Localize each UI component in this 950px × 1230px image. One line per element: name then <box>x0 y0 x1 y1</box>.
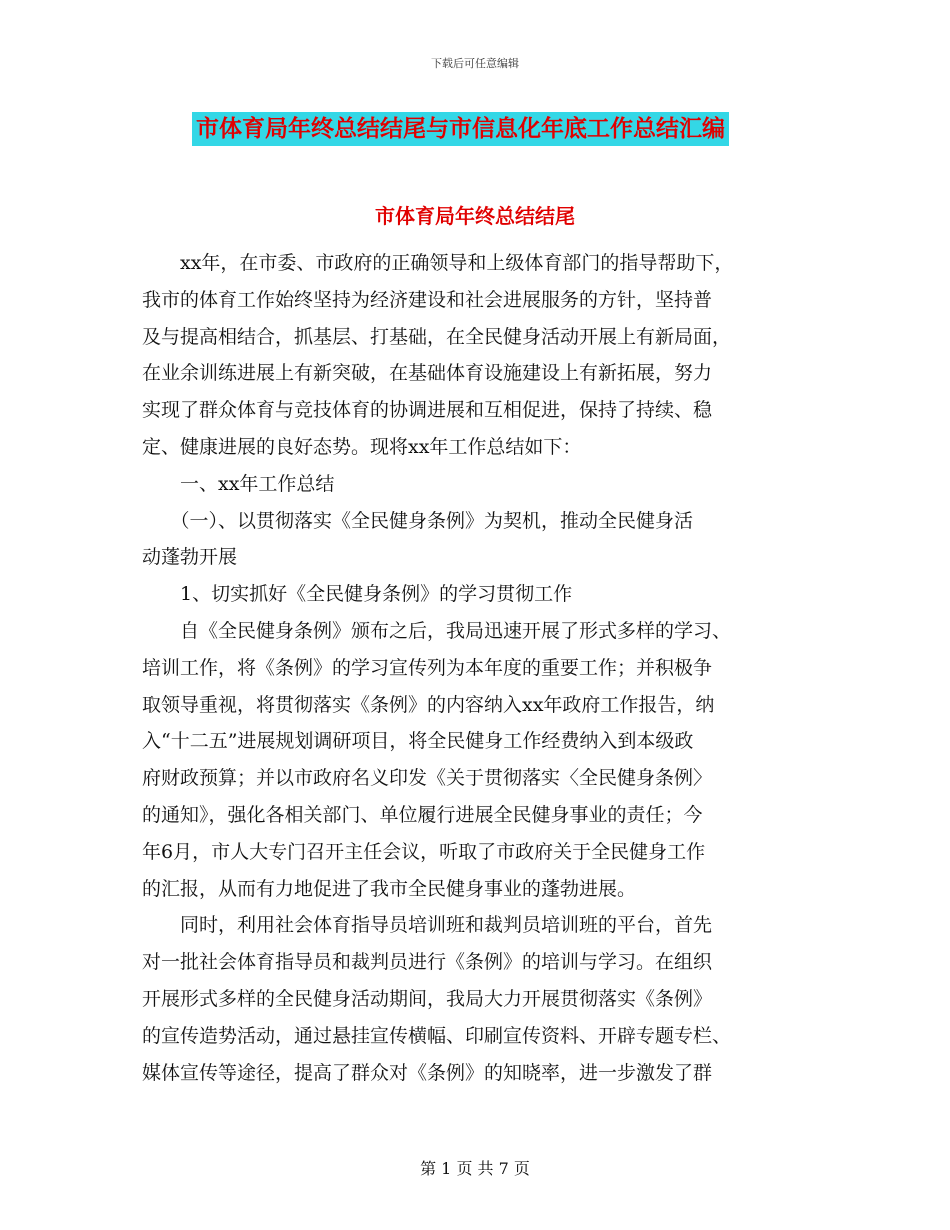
paragraph-line: 的通知》，强化各相关部门、单位履行进展全民健身事业的责任；今 <box>142 803 703 826</box>
paragraph-line: 的宣传造势活动，通过悬挂宣传横幅、印刷宣传资料、开辟专题专栏、 <box>142 1024 732 1047</box>
paragraph-line: 开展形式多样的全民健身活动期间，我局大力开展贯彻落实《条例》 <box>142 987 713 1010</box>
heading-line: 一、xx年工作总结 <box>142 472 335 495</box>
paragraph-line: 对一批社会体育指导员和裁判员进行《条例》的培训与学习。在组织 <box>142 951 713 974</box>
paragraph-line: 及与提高相结合，抓基层、打基础，在全民健身活动开展上有新局面， <box>142 325 732 348</box>
document-title: 市体育局年终总结结尾与市信息化年底工作总结汇编 <box>192 112 729 146</box>
paragraph-line: xx年，在市委、市政府的正确领导和上级体育部门的指导帮助下， <box>142 252 734 274</box>
header-note: 下载后可任意编辑 <box>431 57 519 70</box>
page-footer: 第 1 页 共 7 页 <box>420 1159 530 1178</box>
body-text <box>142 245 814 1091</box>
paragraph-line: 实现了群众体育与竞技体育的协调进展和互相促进，保持了持续、稳 <box>142 399 713 422</box>
paragraph-line: 自《全民健身条例》颁布之后，我局迅速开展了形式多样的学习、 <box>142 619 732 642</box>
paragraph-line: 年6月，市人大专门召开主任会议，听取了市政府关于全民健身工作 <box>142 840 706 863</box>
heading-line: 动蓬勃开展 <box>142 546 238 569</box>
heading-line: 1、切实抓好《全民健身条例》的学习贯彻工作 <box>142 583 573 606</box>
paragraph-line: 我市的体育工作始终坚持为经济建设和社会进展服务的方针，坚持普 <box>142 288 713 311</box>
paragraph-line: 入“十二五”进展规划调研项目，将全民健身工作经费纳入到本级政 <box>142 730 694 753</box>
paragraph-line: 在业余训练进展上有新突破，在基础体育设施建设上有新拓展，努力 <box>142 362 713 385</box>
paragraph-line: 培训工作，将《条例》的学习宣传列为本年度的重要工作；并积极争 <box>142 656 713 679</box>
paragraph-line: 同时，利用社会体育指导员培训班和裁判员培训班的平台，首先 <box>142 914 713 937</box>
paragraph-line: 的汇报，从而有力地促进了我市全民健身事业的蓬勃进展。 <box>142 877 637 900</box>
paragraph-line: 府财政预算；并以市政府名义印发《关于贯彻落实〈全民健身条例〉 <box>142 767 713 790</box>
heading-line: （一）、以贯彻落实《全民健身条例》为契机，推动全民健身活 <box>142 509 694 532</box>
paragraph-line: 取领导重视，将贯彻落实《条例》的内容纳入xx年政府工作报告，纳 <box>142 693 715 716</box>
paragraph-line: 媒体宣传等途径，提高了群众对《条例》的知晓率，进一步激发了群 <box>142 1061 713 1084</box>
section-title: 市体育局年终总结结尾 <box>375 204 575 228</box>
paragraph-line: 定、健康进展的良好态势。现将xx年工作总结如下： <box>142 435 582 458</box>
